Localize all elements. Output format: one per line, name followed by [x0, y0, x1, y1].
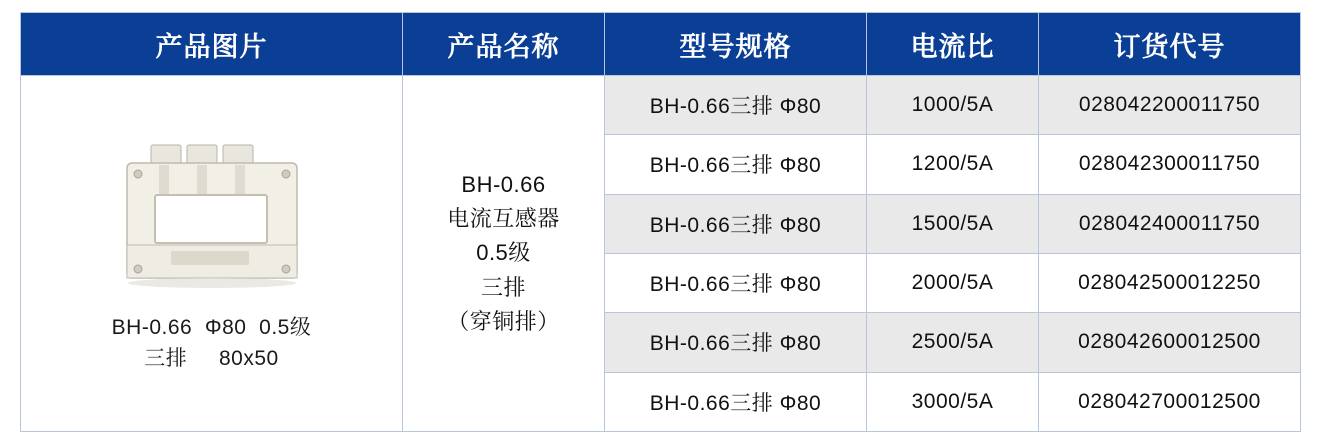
table-body — [21, 76, 1301, 432]
product-name-line-4: 三排 — [480, 274, 526, 300]
cell-model: BH-0.66三排 Φ80 — [605, 135, 867, 194]
product-name-line-1: BH-0.66 — [461, 172, 546, 198]
current-transformer-photo — [107, 133, 317, 303]
product-image-cell — [21, 76, 403, 432]
cell-order-code: 028042300011750 — [1039, 135, 1301, 194]
product-image-wrap — [21, 133, 402, 374]
cell-current-ratio: 1200/5A — [867, 135, 1039, 194]
product-image-caption — [112, 313, 312, 374]
column-header-product-image: 产品图片 — [21, 13, 403, 76]
cell-order-code: 028042500012250 — [1039, 253, 1301, 312]
column-header-product-name: 产品名称 — [403, 13, 605, 76]
cell-model: BH-0.66三排 Φ80 — [605, 313, 867, 372]
cell-model: BH-0.66三排 Φ80 — [605, 194, 867, 253]
product-image-caption-line1: BH-0.66 Φ80 0.5级 — [111, 316, 312, 340]
cell-current-ratio: 2500/5A — [867, 313, 1039, 372]
cell-model: BH-0.66三排 Φ80 — [605, 372, 867, 431]
product-name-cell — [403, 76, 605, 432]
cell-current-ratio: 1500/5A — [867, 194, 1039, 253]
cell-current-ratio: 2000/5A — [867, 253, 1039, 312]
cell-order-code: 028042400011750 — [1039, 194, 1301, 253]
cell-model: BH-0.66三排 Φ80 — [605, 253, 867, 312]
cell-current-ratio: 3000/5A — [867, 372, 1039, 431]
product-name-line-3: 0.5级 — [476, 240, 531, 266]
cell-order-code: 028042700012500 — [1039, 372, 1301, 431]
current-transformer-illustration — [107, 133, 317, 303]
cell-model: BH-0.66三排 Φ80 — [605, 76, 867, 135]
column-header-order-code: 订货代号 — [1039, 13, 1301, 76]
table-row — [21, 76, 1301, 135]
column-header-model-spec: 型号规格 — [605, 13, 867, 76]
cell-order-code: 028042200011750 — [1039, 76, 1301, 135]
table-header-row — [21, 13, 1301, 76]
product-name-line-5: （穿铜排） — [447, 308, 560, 334]
product-table — [20, 12, 1301, 432]
column-header-current-ratio: 电流比 — [867, 13, 1039, 76]
product-image-caption-line2: 三排 80x50 — [144, 346, 279, 370]
product-name-line-2: 电流互感器 — [447, 206, 560, 232]
table-header — [21, 13, 1301, 76]
cell-order-code: 028042600012500 — [1039, 313, 1301, 372]
cell-current-ratio: 1000/5A — [867, 76, 1039, 135]
